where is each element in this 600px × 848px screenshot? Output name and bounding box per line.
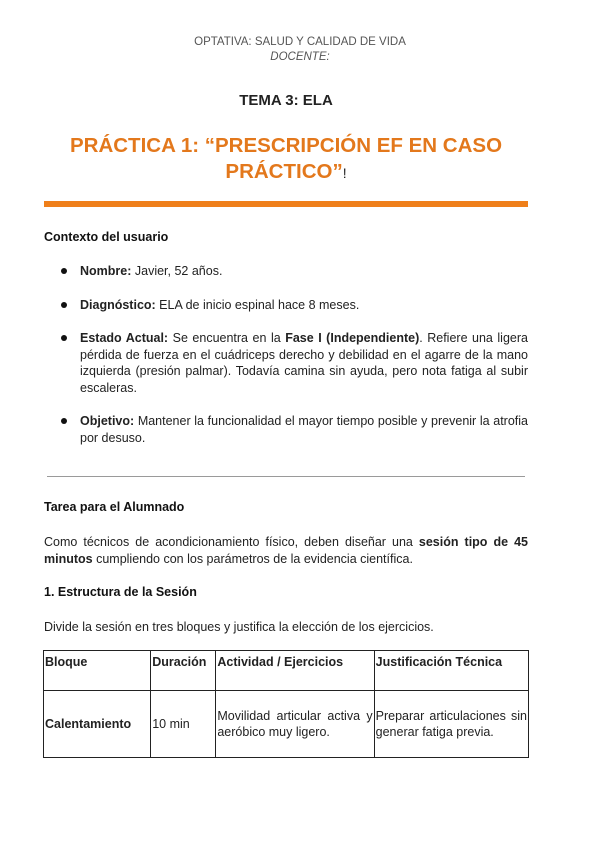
list-item (44, 330, 528, 396)
topic-title: TEMA 3: ELA (239, 92, 333, 109)
item-label: Diagnóstico: (80, 297, 156, 312)
item-label: Nombre: (80, 264, 132, 278)
table-cell: Calentamiento (44, 691, 151, 758)
item-highlight: Fase I (Independiente) (285, 331, 420, 345)
item-text: Mantener la funcionalidad el mayor tiempo posible y prevenir la atrofia por desuso. (80, 414, 528, 445)
list-item (44, 297, 528, 314)
task-intro-before: Como técnicos de acondicionamiento físico, deben diseñar una (44, 535, 419, 549)
list-item (44, 263, 528, 280)
structure-instruction: Divide la sesión en tres bloques y justifica la elección de los ejercicios. (44, 620, 434, 634)
column-header: Duración (151, 651, 216, 691)
bullet-icon (61, 268, 67, 274)
course-header: OPTATIVA: SALUD Y CALIDAD DE VIDA (194, 36, 406, 48)
session-table (43, 650, 529, 758)
title-divider (44, 201, 528, 207)
table-cell: Preparar articulaciones sin generar fatiga previa. (374, 691, 528, 758)
bullet-icon (61, 335, 67, 341)
practice-title-text: PRÁCTICA 1: “PRESCRIPCIÓN EF EN CASO PRÁCTICO” (69, 134, 503, 183)
item-text: ELA de inicio espinal hace 8 meses. (155, 297, 360, 312)
column-header: Actividad / Ejercicios (216, 651, 374, 691)
task-heading: Tarea para el Alumnado (44, 500, 185, 514)
table-cell: Movilidad articular activa y aeróbico muy ligero. (216, 691, 374, 758)
bullet-icon (61, 302, 67, 308)
item-label: Objetivo: (80, 414, 135, 428)
context-heading: Contexto del usuario (44, 230, 169, 244)
column-header: Bloque (44, 651, 151, 691)
item-text-before: Se encuentra en la (168, 331, 286, 345)
column-header: Justificación Técnica (374, 651, 528, 691)
item-text-after: . Refiere una ligera pérdida de fuerza en el cuádriceps derecho y debilidad en el agarre de la mano izquierda (presión palmar). Todavía camina sin ayuda, pero nota fatiga al subir escaleras. (80, 331, 528, 395)
practice-title-mark: ! (342, 165, 347, 181)
bullet-icon (61, 418, 67, 424)
structure-heading: 1. Estructura de la Sesión (44, 585, 197, 599)
section-divider (47, 476, 525, 477)
task-intro-after: cumpliendo con los parámetros de la evidencia científica. (92, 551, 413, 566)
table-header-row (44, 651, 529, 691)
task-intro-bold: sesión tipo de 45 minutos (44, 535, 528, 566)
item-label: Estado Actual: (80, 331, 169, 345)
table-cell: 10 min (151, 691, 216, 758)
list-item (44, 413, 528, 446)
context-list (44, 263, 528, 463)
teacher-header: DOCENTE: (270, 51, 330, 63)
practice-title (44, 133, 528, 186)
item-text: Javier, 52 años. (131, 264, 223, 278)
task-intro (44, 534, 528, 567)
table-row (44, 691, 529, 758)
